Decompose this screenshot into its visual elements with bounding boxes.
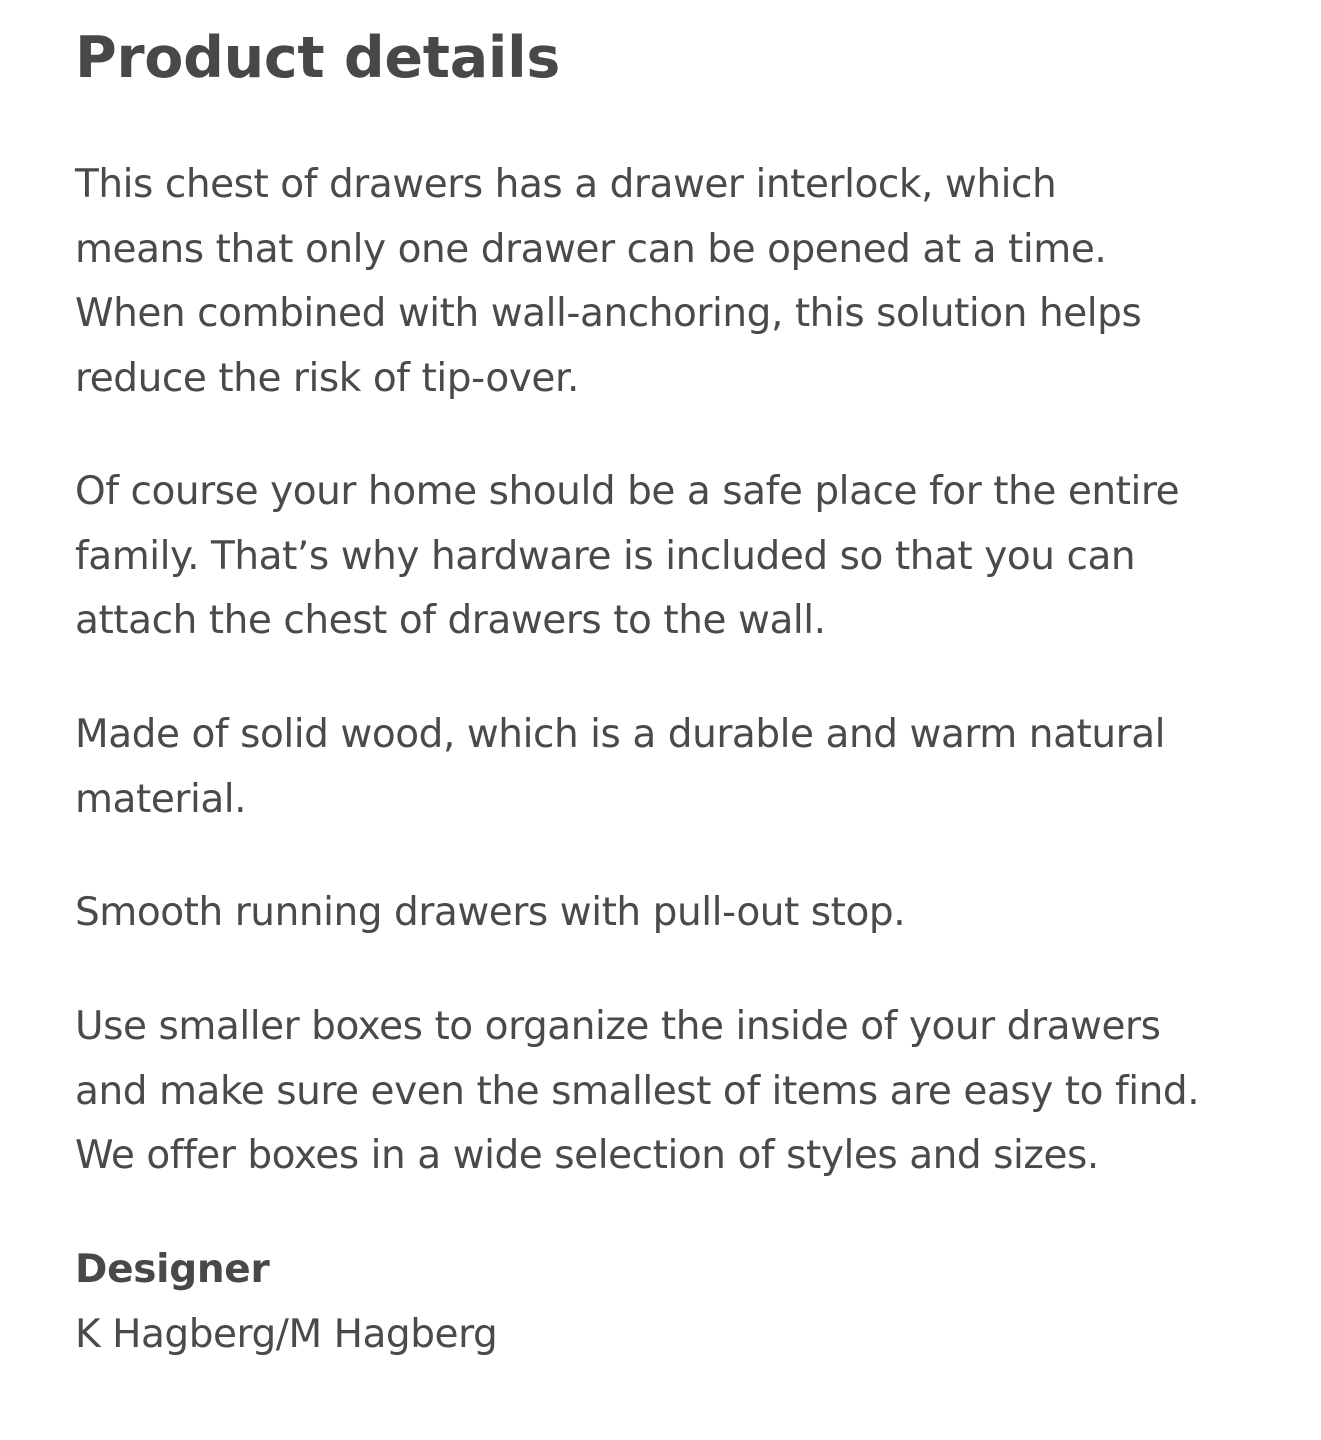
designer-name: K Hagberg/M Hagberg <box>75 1312 498 1357</box>
designer-heading: Designer <box>75 1247 270 1292</box>
paragraph-line: When combined with wall-anchoring, this solution helps <box>75 291 1142 337</box>
description-paragraph <box>75 153 1141 411</box>
description-paragraph <box>75 703 1165 832</box>
paragraph-line: material. <box>75 776 247 822</box>
description-paragraph <box>75 881 905 946</box>
paragraph-line: and make sure even the smallest of items are easy to find. <box>75 1068 1200 1114</box>
paragraph-line: Use smaller boxes to organize the inside of your drawers <box>75 1004 1161 1049</box>
paragraph-line: This chest of drawers has a drawer interlock, which <box>75 162 1057 207</box>
paragraph-line: means that only one drawer can be opened at a time. <box>75 226 1107 272</box>
paragraph-line: family. That’s why hardware is included so that you can <box>75 533 1136 579</box>
paragraph-line: We offer boxes in a wide selection of styles and sizes. <box>75 1133 1099 1179</box>
paragraph-line: Of course your home should be a safe place for the entire <box>75 469 1180 514</box>
paragraph-line: Smooth running drawers with pull-out stop. <box>75 890 906 935</box>
paragraph-line: reduce the risk of tip-over. <box>75 355 579 401</box>
description-paragraph <box>75 995 1199 1189</box>
paragraph-line: Made of solid wood, which is a durable and warm natural <box>75 712 1166 757</box>
page-title: Product details <box>75 25 560 91</box>
paragraph-line: attach the chest of drawers to the wall. <box>75 598 826 644</box>
description-paragraph <box>75 460 1179 654</box>
